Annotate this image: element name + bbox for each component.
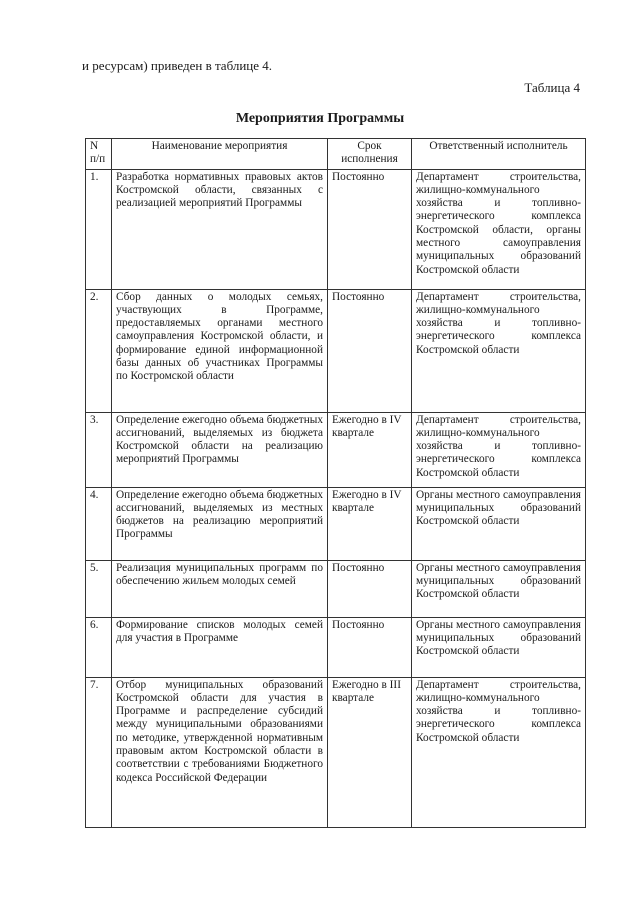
row-num: 2.	[86, 289, 112, 412]
row-name: Отбор муниципальных образований Костромской области для участия в Программе и распределение субсидий между муниципальными образованиями по методике, утвержденной нормативным правовым актом Костромской области в соответствии с требованиями Бюджетного кодекса Российской Федерации	[112, 677, 328, 827]
table-row	[86, 560, 586, 617]
row-executor: Департамент строительства, жилищно-коммунального хозяйства и топливно-энергетического комплекса Костромской области	[412, 289, 586, 412]
table-row	[86, 487, 586, 560]
table-row	[86, 412, 586, 487]
row-executor: Департамент строительства, жилищно-коммунального хозяйства и топливно-энергетического комплекса Костромской области	[412, 412, 586, 487]
row-num: 5.	[86, 560, 112, 617]
row-name: Формирование списков молодых семей для участия в Программе	[112, 617, 328, 677]
row-num: 7.	[86, 677, 112, 827]
row-name: Определение ежегодно объема бюджетных ассигнований, выделяемых из бюджета Костромской области на реализацию мероприятий Программы	[112, 412, 328, 487]
row-name: Реализация муниципальных программ по обеспечению жильем молодых семей	[112, 560, 328, 617]
table-row	[86, 677, 586, 827]
header-executor: Ответственный исполнитель	[412, 139, 586, 170]
measures-table	[85, 138, 586, 828]
row-term: Ежегодно в IV квартале	[328, 487, 412, 560]
row-executor: Органы местного самоуправления муниципальных образований Костромской области	[412, 560, 586, 617]
row-term: Постоянно	[328, 617, 412, 677]
row-name: Сбор данных о молодых семьях, участвующих в Программе, предоставляемых органами местного самоуправления Костромской области, и формирование единой информационной базы данных об участниках Программы по Костромской области	[112, 289, 328, 412]
row-executor: Органы местного самоуправления муниципальных образований Костромской области	[412, 617, 586, 677]
row-executor: Департамент строительства, жилищно-коммунального хозяйства и топливно-энергетического комплекса Костромской области	[412, 677, 586, 827]
intro-text: и ресурсам) приведен в таблице 4.	[82, 58, 273, 73]
row-term: Ежегодно в III квартале	[328, 677, 412, 827]
row-term: Ежегодно в IV квартале	[328, 412, 412, 487]
row-name: Разработка нормативных правовых актов Костромской области, связанных с реализацией мероприятий Программы	[112, 169, 328, 289]
table-number: Таблица 4	[524, 80, 580, 95]
row-executor: Департамент строительства, жилищно-коммунального хозяйства и топливно-энергетического комплекса Костромской области, органы местного самоуправления муниципальных образований Костромской области	[412, 169, 586, 289]
row-num: 3.	[86, 412, 112, 487]
row-term: Постоянно	[328, 169, 412, 289]
header-num: N п/п	[86, 139, 112, 170]
header-term: Срок исполнения	[328, 139, 412, 170]
table-row	[86, 169, 586, 289]
row-term: Постоянно	[328, 560, 412, 617]
row-num: 1.	[86, 169, 112, 289]
row-name: Определение ежегодно объема бюджетных ассигнований, выделяемых из местных бюджетов на реализацию мероприятий Программы	[112, 487, 328, 560]
header-name: Наименование мероприятия	[112, 139, 328, 170]
table-title: Мероприятия Программы	[235, 111, 405, 126]
row-num: 6.	[86, 617, 112, 677]
row-term: Постоянно	[328, 289, 412, 412]
table-row	[86, 617, 586, 677]
table-row	[86, 289, 586, 412]
row-executor: Органы местного самоуправления муниципальных образований Костромской области	[412, 487, 586, 560]
row-num: 4.	[86, 487, 112, 560]
table-header-row	[86, 139, 586, 170]
